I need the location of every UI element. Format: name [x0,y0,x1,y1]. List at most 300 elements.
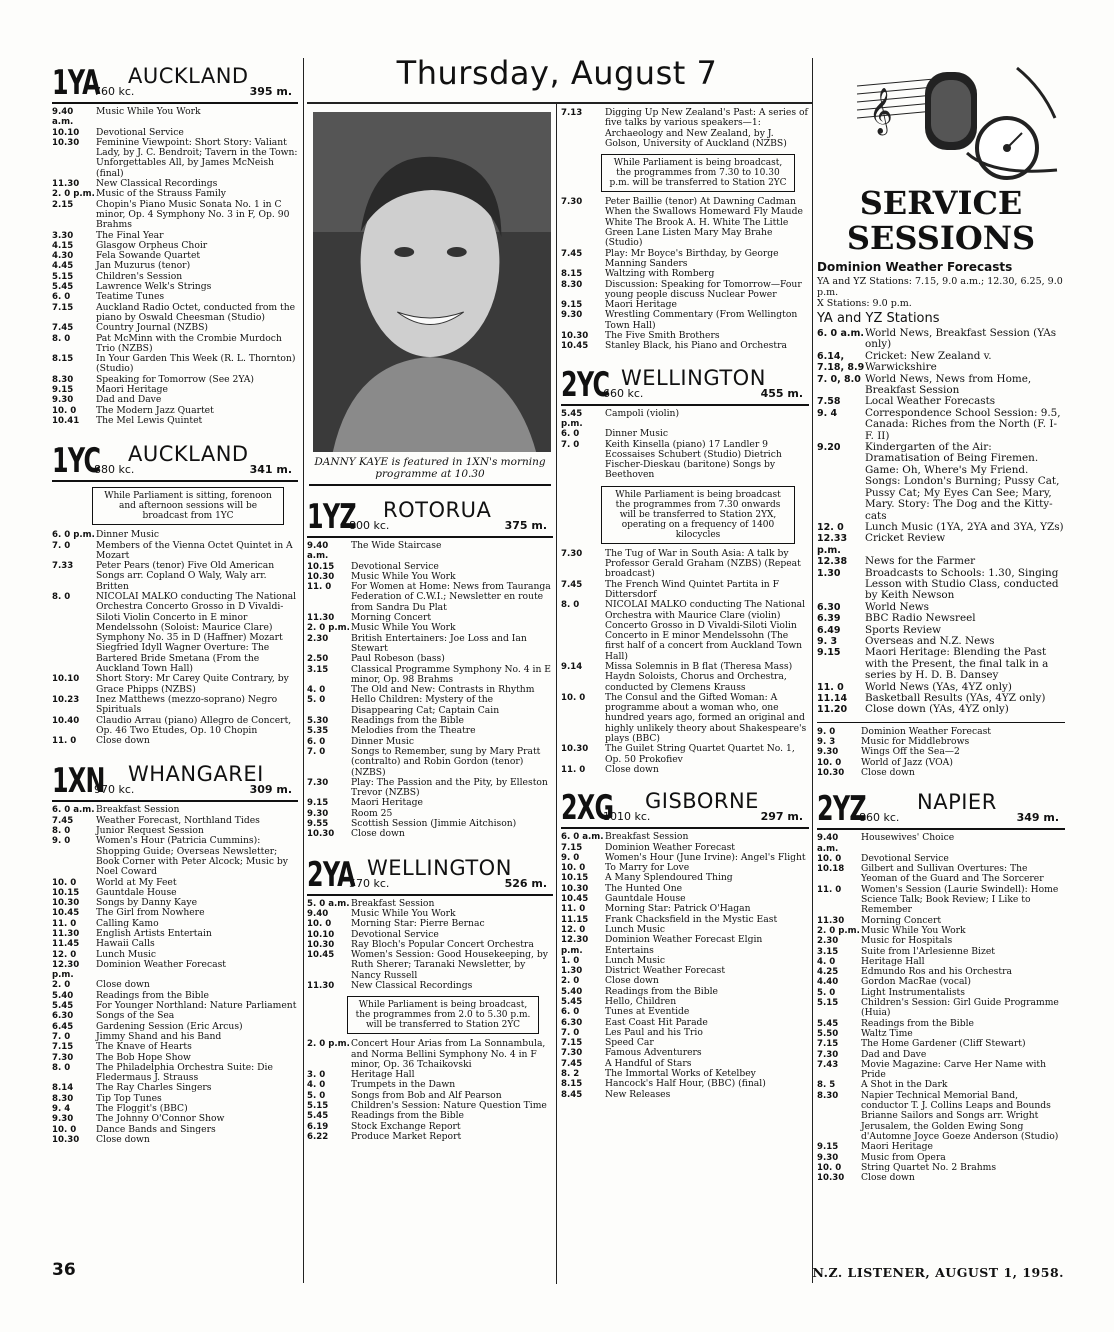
programme-item [561,662,809,693]
programme-time: 8.15 [52,354,74,365]
programme-title: Music While You Work [351,907,456,919]
programme-time: 6. 0 [561,429,580,440]
portrait-image [313,112,551,452]
programme-time: 8.30 [817,1090,839,1101]
programme-item [52,303,298,324]
programme-title: Classical Programme Symphony No. 4 in E minor, Op. 98 Brahms [351,663,551,685]
programme-item [561,1028,809,1038]
programme-time: 5.30 [307,716,329,727]
programme-item [561,249,809,270]
programme-title: British Entertainers: Joe Loss and Ian Stewart [351,632,527,654]
programme-title: Hawaii Calls [96,938,155,950]
programme-title: A Handful of Stars [605,1057,692,1069]
programme-time: 9.40 a.m. [307,541,329,562]
programme-time: 7. 0, 8.0 [817,373,861,385]
programme-item [561,873,809,883]
programme-time: 2.30 [817,936,839,947]
programme-title: Feminine Viewpoint: Short Story: Valiant Lady, by J. C. Bendroit; Tavern in the Town: Unforgettables All, by James McNeish (final) [96,136,298,179]
programme-title: Dominion Weather Forecast [96,958,227,970]
programme-time: 9. 3 [817,635,838,647]
programme-title: Hello, Children [605,996,677,1007]
programme-item [52,908,298,918]
programme-time: 7. 0 [561,1027,580,1038]
programme-title: Gilbert and Sullivan Overtures: The Yeoman of the Guard and The Sorcerer [861,863,1044,885]
programme-title: NICOLAI MALKO conducting The National Orchestra Concerto Grosso in D Vivaldi-Siloti Violin Concerto in E minor Mendelssohn (Soloist: Maurice Clare) Symphony No. 35 in D (Haffner) Mozart Siegfried Idyll Wagner Overture: The Bartered Bride Smetana (From the Auckland Town Hall) [96,590,297,675]
programme-title: Play: The Passion and the Pity, by Elleston Trevor (NZBS) [351,776,548,799]
programme-title: Breakfast Session [96,804,180,816]
programme-title: The Mel Lewis Quintet [96,414,203,426]
programme-title: Readings from the Bible [96,989,209,1001]
programme-title: Chopin's Piano Music Sonata No. 1 in C minor, Op. 4 Symphony No. 3 in F, Op. 90 Brahms [96,198,290,231]
programme-time: 9. 0 [52,836,71,847]
programme-time: 10. 0 [817,757,842,768]
programme-item [817,1091,1065,1142]
programme-time: 12. 0 [52,949,77,960]
station-name: NAPIER [917,790,997,815]
programme-title: Dominion Weather Forecast [605,841,736,853]
programme-time: 9.15 [52,385,74,396]
programme-time: 4. 0 [817,956,836,967]
programme-title: World at My Feet [96,876,177,888]
programme-item [52,334,298,355]
programme-title: Breakfast Session [605,831,689,843]
programme-time: 10.41 [52,415,80,426]
programme-item [561,580,809,601]
programme-title: The Johnny O'Connor Show [96,1113,225,1125]
programme-time: 9.30 [52,395,74,406]
station-header-1yc [52,436,298,482]
programme-title: Morning Concert [861,914,942,926]
programme-time: 12.38 [817,556,848,568]
programme-item [561,440,809,481]
programme-item [561,310,809,331]
programme-time: 9.30 [307,808,329,819]
programme-time: 1. 0 [561,955,580,966]
programme-time: 6. 0 a.m. [52,805,95,816]
parliament-notice: While Parliament is sitting, forenoon and afternoon sessions will be broadcast from 1YC [92,487,284,525]
programme-title: Room 25 [351,807,393,819]
programme-title: Readings from the Bible [861,1017,974,1029]
programme-time: 11.15 [561,914,589,925]
programme-item [52,1063,298,1084]
programme-list [561,108,809,149]
programme-title: Lawrence Welk's Strings [96,281,212,293]
programme-time: 7. 0 [307,746,326,757]
programme-time: 5.45 p.m. [561,408,583,429]
programme-list [307,541,553,840]
programme-title: Women's Hour (Patricia Cummins): Shopping Guide; Overseas Newsletter; Book Corner with Peter Alcock; Music by Noel Coward [96,835,288,878]
programme-time: 11. 0 [561,904,586,915]
programme-time: 10.18 [817,864,845,875]
programme-title: Cricket Review [865,532,946,545]
programme-time: 10.30 [561,744,589,755]
programme-title: Music of the Strauss Family [96,188,226,200]
programme-item [561,108,809,149]
programme-item [307,1039,553,1070]
programme-time: 9. 0 [561,852,580,863]
programme-time: 5.15 [817,998,839,1009]
page-title: Thursday, August 7 [396,54,718,92]
programme-time: 5.40 [52,990,74,1001]
programme-title: Inez Matthews (mezzo-soprano) Negro Spirituals [96,693,278,716]
page-number: 36 [52,1260,76,1280]
programme-time: 8. 0 [52,1062,71,1073]
programme-time: 5.40 [561,986,583,997]
programme-time: 7.15 [561,842,583,853]
programme-time: 8.15 [561,269,583,280]
programme-item [52,354,298,375]
programme-item [307,747,553,778]
programme-title: Hancock's Half Hour, (BBC) (final) [605,1078,766,1090]
programme-title: Lunch Music [96,948,157,960]
programme-time: 8.30 [52,374,74,385]
programme-title: World News (YAs, 4YZ only) [865,680,1012,693]
programme-time: 2.30 [307,633,329,644]
programme-title: Readings from the Bible [351,1110,464,1122]
station-header-1yz [307,492,553,538]
programme-time: 7.15 [52,302,74,313]
column-2 [307,108,553,1142]
programme-time: 7.45 [561,248,583,259]
programme-time: 5. 0 [817,987,836,998]
programme-title: Heritage Hall [351,1069,415,1081]
programme-time: 9. 4 [52,1104,71,1115]
programme-time: 9.30 [561,310,583,321]
programme-list [561,409,809,481]
programme-time: 6. 0 p.m. [52,530,95,541]
programme-title: The Knave of Hearts [96,1041,192,1053]
programme-time: 9.15 [817,1142,839,1153]
programme-title: NICOLAI MALKO conducting The National Orchestra with Maurice Clare (violin) Concerto Grosso in D Vivaldi-Siloti Violin Concerto in E minor Mendelssohn (The first half of a concert from Auckland Town Hall) [605,599,806,662]
weather-forecast-ya-yz: YA and YZ Stations: 7.15, 9.0 a.m.; 12.30, 6.25, 9.0 p.m. [817,276,1063,298]
programme-title: District Weather Forecast [605,965,726,977]
programme-title: Fela Sowande Quartet [96,250,201,262]
column-rule [556,104,557,1284]
programme-time: 2. 0 p.m. [52,189,95,200]
programme-title: Close down [351,828,405,840]
programme-item [817,998,1065,1019]
programme-time: 6.45 [52,1021,74,1032]
programme-time: 4. 0 [307,1080,326,1091]
programme-item [561,1079,809,1089]
service-title-line2: SESSIONS [846,219,1036,257]
programme-title: Kindergarten of the Air: Dramatisation of Being Firemen. Game: Oh, Where's My Friend. Songs: London's Burning; Pussy Cat, Pussy Cat; My Eyes Can See; Mary, Mary. Story: The Dog and the Kitty-cats [865,441,1060,522]
programme-time: 9.40 a.m. [817,833,839,854]
programme-title: Close down [861,1172,915,1184]
programme-item [52,1083,298,1093]
programme-item [817,533,1065,556]
programme-item [817,351,1065,374]
programme-title: Lunch Music [605,954,666,966]
station-wavelength: 526 m. [504,876,547,890]
programme-time: 1.30 [561,966,583,977]
programme-time: 11.30 [817,915,845,926]
column-rule [812,58,813,1283]
programme-item [817,864,1065,885]
programme-title: Melodies from the Theatre [351,725,476,737]
programme-time: 7.30 [52,1052,74,1063]
programme-title: Maori Heritage: Blending the Past with the Present, the final talk in a series by H. D. B. Dansey [865,646,1049,682]
programme-time: 9.15 [307,798,329,809]
programme-title: Basketball Results (YAs, 4YZ only) [865,692,1046,704]
programme-item [817,947,1065,957]
programme-item [561,409,809,430]
programme-title: Songs by Danny Kaye [96,897,198,909]
programme-time: 10.15 [52,887,80,898]
parliament-notice: While Parliament is being broadcast, the programmes from 7.30 to 10.30 p.m. will be transferred to Station 2YC [601,154,795,192]
programme-time: 10. 0 [52,877,77,888]
programme-title: Maori Heritage [351,797,423,809]
programme-item [52,200,298,231]
station-wavelength: 455 m. [760,386,803,400]
programme-item [561,549,809,580]
station-header-2xg [561,783,809,829]
programme-title: Close down (YAs, 4YZ only) [865,703,1009,716]
programme-item [52,929,298,939]
programme-item [561,600,809,662]
programme-time: 10. 0 [52,405,77,416]
programme-title: The Bob Hope Show [96,1051,191,1063]
programme-title: World of Jazz (VOA) [861,756,953,768]
programme-time: 11.20 [817,704,848,716]
programme-title: Dad and Dave [861,1048,927,1060]
programme-time: 11. 0 [52,736,77,747]
programme-title: Music from Opera [861,1151,946,1163]
programme-title: Scottish Session (Jimmie Aitchison) [351,818,517,830]
programme-title: East Coast Hit Parade [605,1016,708,1028]
station-frequency: 570 kc. [349,876,390,890]
programme-item [817,758,1065,768]
programme-title: Close down [96,735,150,747]
programme-title: Wings Off the Sea—2 [861,746,960,758]
programme-title: The Philadelphia Orchestra Suite: Die Fledermaus J. Strauss [96,1061,273,1084]
programme-title: Paul Robeson (bass) [351,653,445,665]
programme-title: Peter Pears (tenor) Five Old American Songs arr. Copland O Waly, Waly arr. Britten [96,560,275,592]
programme-item [307,1132,553,1142]
programme-time: 10.15 [307,561,335,572]
programme-title: Dad and Dave [96,394,162,406]
programme-time: 1.30 [817,567,841,579]
station-code: 2XG [561,788,614,829]
programme-title: Morning Star: Patrick O'Hagan [605,903,751,915]
station-wavelength: 309 m. [249,783,292,797]
programme-time: 9.30 [817,1152,839,1163]
programme-time: 10.10 [52,674,80,685]
programme-time: 7.30 [561,197,583,208]
programme-time: 10. 0 [561,692,586,703]
programme-title: Stanley Black, his Piano and Orchestra [605,340,787,352]
programme-item [52,416,298,426]
programme-title: Members of the Vienna Octet Quintet in A Mozart [96,539,293,561]
programme-list [561,549,809,776]
programme-title: Women's Hour (June Irvine): Angel's Flight [605,851,806,863]
programme-title: To Marry for Love [605,862,690,874]
programme-time: 6.22 [307,1131,329,1142]
programme-time: 11. 0 [561,764,586,775]
programme-time: 3.15 [307,664,329,675]
station-code: 2YA [307,854,355,895]
station-header-2yz [817,784,1065,830]
service-title-line1: SERVICE [859,184,1023,222]
programme-item [817,647,1065,681]
programme-title: Wrestling Commentary (From Wellington Town Hall) [605,309,798,331]
programme-title: Dinner Music [351,735,415,747]
programme-item [52,836,298,877]
programme-time: 4.25 [817,967,839,978]
programme-title: For Younger Northland: Nature Parliament [96,1000,297,1012]
programme-time: 10. 0 [561,863,586,874]
programme-time: 2. 0 p.m. [307,623,350,634]
programme-time: 11. 0 [817,884,842,895]
programme-title: Country Journal (NZBS) [96,322,209,334]
programme-time: 10.30 [817,768,845,778]
programme-time: 9.40 [307,908,329,919]
station-name: AUCKLAND [128,64,249,88]
programme-list [52,107,298,426]
photo-caption: DANNY KAYE is featured in 1XN's morning programme at 10.30 [309,456,551,486]
programme-title: Sports Review [865,623,942,636]
programme-time: 3. 0 [307,1070,326,1081]
programme-title: The Floggit's (BBC) [96,1103,188,1115]
programme-item [561,197,809,248]
programme-title: Music While You Work [96,106,201,117]
programme-title: Women's Session (Laurie Swindell): Home Science Talk; Book Review; I Like to Remember [861,883,1059,916]
programme-time: 10. 0 [817,853,842,864]
programme-item [817,704,1065,715]
station-wavelength: 297 m. [760,810,803,824]
programme-title: Gauntdale House [605,893,686,905]
station-wavelength: 341 m. [249,463,292,477]
programme-time: 5.45 [561,997,583,1007]
programme-item [52,939,298,949]
programme-title: Close down [96,979,150,991]
programme-title: Waltzing with Romberg [605,268,715,280]
programme-time: 10.30 [52,137,80,148]
programme-item [561,429,809,439]
programme-item [817,833,1065,854]
programme-time: 7.30 [817,1049,839,1060]
programme-time: 6.19 [307,1121,329,1132]
programme-title: Maori Heritage [96,384,168,396]
programme-item [561,832,809,842]
programme-time: 10.30 [561,883,589,894]
programme-title: Correspondence School Session: 9.5, Canada: Riches from the North (F. I-F. II) [865,406,1061,442]
programme-title: BBC Radio Newsreel [865,612,976,625]
programme-title: Local Weather Forecasts [865,395,996,408]
programme-time: 10.15 [561,873,589,884]
programme-time: 9. 4 [817,407,838,419]
programme-time: 10.45 [52,908,80,919]
programme-time: 6.30 [561,1017,583,1028]
station-code: 1XN [52,761,105,802]
programme-time: 7.33 [52,561,74,572]
weather-forecast-heading: Dominion Weather Forecasts [817,260,1013,274]
programme-time: 2.50 [307,654,329,665]
programme-item [307,541,553,562]
programme-title: Concert Hour Arias from La Sonnambula, and Norma Bellini Symphony No. 4 in F minor, Op. 36 Tchaikovski [351,1038,546,1070]
programme-title: Music While You Work [861,924,966,936]
programme-time: 10.30 [307,939,335,950]
programme-time: 10. 0 [817,1162,842,1173]
programme-item [52,530,298,540]
programme-time: 5.45 [307,1111,329,1122]
programme-list [561,197,809,351]
station-wavelength: 349 m. [1016,811,1059,825]
programme-title: Lunch Music [605,923,666,935]
programme-title: Songs to Remember, sung by Mary Pratt (contralto) and Robin Gordon (tenor) (NZBS) [351,745,541,778]
programme-time: 9.14 [561,661,583,672]
programme-item [561,935,809,956]
programme-title: Glasgow Orpheus Choir [96,239,208,251]
programme-title: Overseas and N.Z. News [865,634,995,647]
programme-time: 6. 0 [307,736,326,747]
programme-time: 5. 0 [307,1090,326,1101]
programme-time: 11.30 [52,179,80,190]
programme-time: 4.30 [52,251,74,262]
programme-time: 10. 0 [52,1124,77,1135]
parliament-notice: While Parliament is being broadcast the programmes from 7.30 onwards will be transferred to Station 2YX, operating on a frequency of 1400 kilocycles [601,486,795,544]
programme-item [307,695,553,716]
programme-list [307,899,553,992]
title-rule [307,102,813,104]
programme-time: 9.30 [52,1114,74,1125]
programme-title: The Home Gardener (Cliff Stewart) [861,1038,1026,1050]
programme-title: Trumpets in the Dawn [351,1079,456,1091]
programme-title: Tip Top Tunes [96,1092,162,1104]
programme-item [817,568,1065,602]
station-frequency: 800 kc. [349,519,390,532]
programme-time: 5.45 [817,1018,839,1029]
programme-item [817,556,1065,567]
programme-item [817,374,1065,397]
programme-title: Morning Concert [351,612,432,624]
programme-time: 11.30 [307,980,335,991]
programme-title: The Girl from Nowhere [96,907,205,919]
programme-time: 7.13 [561,108,583,118]
programme-time: 6.30 [817,601,841,613]
programme-item [561,765,809,775]
programme-title: Dinner Music [605,428,669,440]
programme-time: 7.45 [52,815,74,826]
station-header-1ya [52,58,298,104]
programme-time: 7.58 [817,396,841,408]
station-code: 1YC [52,441,101,482]
programme-item [817,1142,1065,1152]
programme-title: Campoli (violin) [605,407,680,419]
svg-text:𝄞: 𝄞 [869,88,893,134]
programme-time: 8. 0 [561,600,580,611]
station-name: WHANGAREI [128,762,264,787]
programme-time: 10.30 [561,331,589,342]
programme-title: Produce Market Report [351,1130,462,1142]
programme-time: 12.30 p.m. [561,935,589,956]
column-rule [303,58,304,1283]
programme-item [52,1125,298,1135]
programme-time: 10.45 [307,950,335,961]
programme-time: 4.40 [817,977,839,988]
danny-kaye-photo [313,112,551,452]
programme-item [307,981,553,991]
programme-title: The Modern Jazz Quartet [96,404,214,416]
programme-title: Tunes at Eventide [605,1006,690,1018]
programme-title: Ray Bloch's Popular Concert Orchestra [351,938,534,950]
programme-list [817,727,1065,778]
programme-item [52,1001,298,1011]
programme-time: 12.30 p.m. [52,959,80,981]
programme-time: 12. 0 [561,924,586,935]
programme-time: 6. 0 [52,292,71,303]
station-name: WELLINGTON [367,855,512,880]
